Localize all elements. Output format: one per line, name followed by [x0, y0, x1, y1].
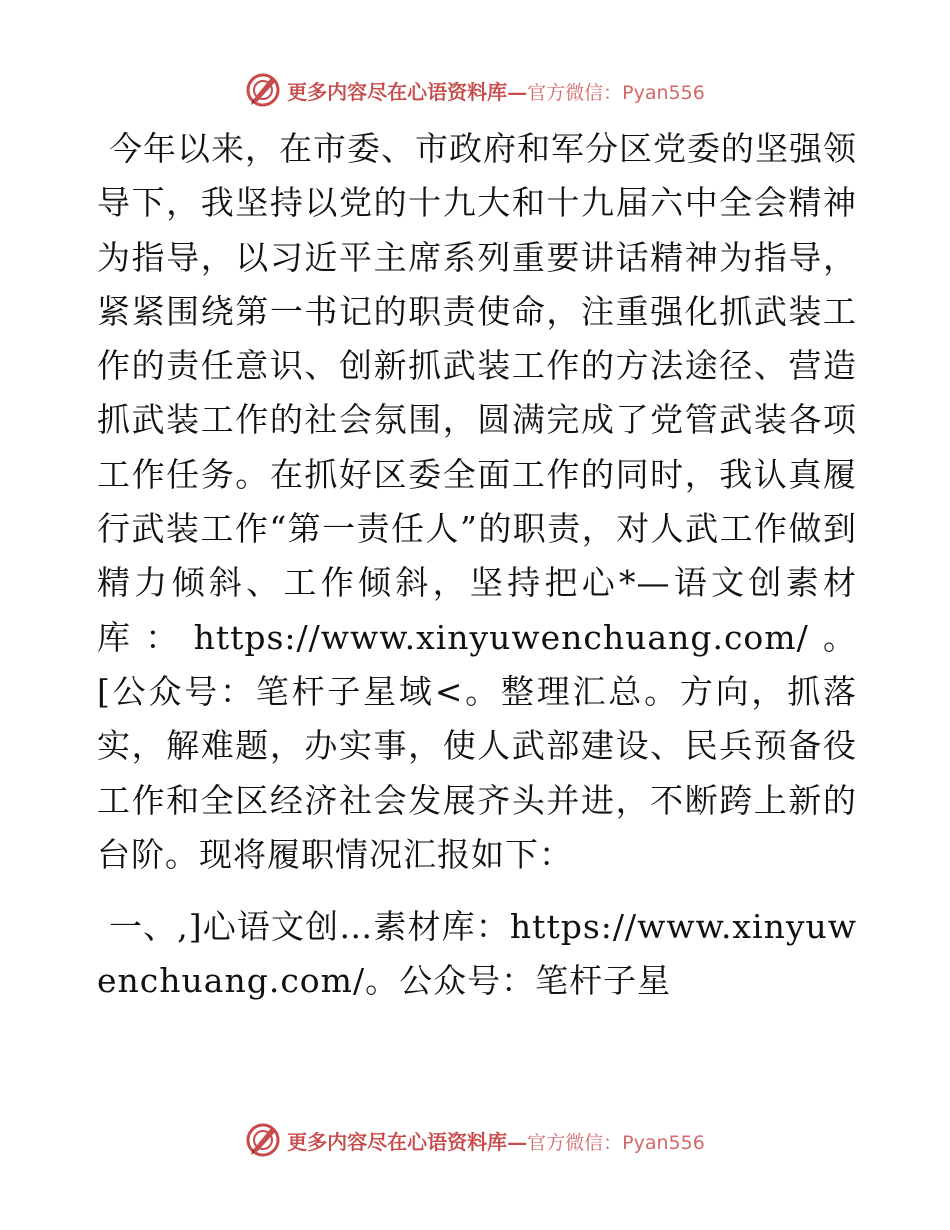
document-body	[97, 122, 857, 1009]
footer-watermark	[0, 1120, 950, 1160]
watermark-text	[287, 76, 705, 105]
watermark-dash: —	[507, 79, 528, 104]
watermark-brand: 更多内容尽在心语资料库	[287, 79, 508, 104]
watermark-wechat-id: Pyan556	[622, 81, 705, 104]
header-watermark	[0, 70, 950, 110]
brand-logo-icon	[245, 1122, 281, 1158]
paragraph-section-one: 一、,]心语文创…素材库：https://www.xinyuwenchuang.com/。公众号：笔杆子星	[97, 907, 857, 1001]
paragraph-intro: 今年以来，在市委、市政府和军分区党委的坚强领导下，我坚持以党的十九大和十九届六中全会精神为指导，以习近平主席系列重要讲话精神为指导，紧紧围绕第一书记的职责使命，注重强化抓武装工作的责任意识、创新抓武装工作的方法途径、营造抓武装工作的社会氛围，圆满完成了党管武装各项工作任务。在抓好区委全面工作的同时，我认真履行武装工作“第一责任人”的职责，对人武工作做到精力倾斜、工作倾斜，坚持把心*—语文创素材库：https://www.xinyuwenchuang.com/。[公众号：笔杆子星域<。整理汇总。方向，抓落实，解难题，办实事，使人武部建设、民兵预备役工作和全区经济社会发展齐头并进，不断跨上新的台阶。现将履职情况汇报如下：	[97, 129, 857, 874]
watermark-wechat-label: 官方微信：	[527, 1131, 623, 1154]
watermark-text	[287, 1126, 705, 1155]
watermark-wechat-label: 官方微信：	[527, 81, 623, 104]
brand-logo-icon	[245, 72, 281, 108]
watermark-brand: 更多内容尽在心语资料库	[287, 1129, 508, 1154]
watermark-dash: —	[507, 1129, 528, 1154]
watermark-wechat-id: Pyan556	[622, 1131, 705, 1154]
